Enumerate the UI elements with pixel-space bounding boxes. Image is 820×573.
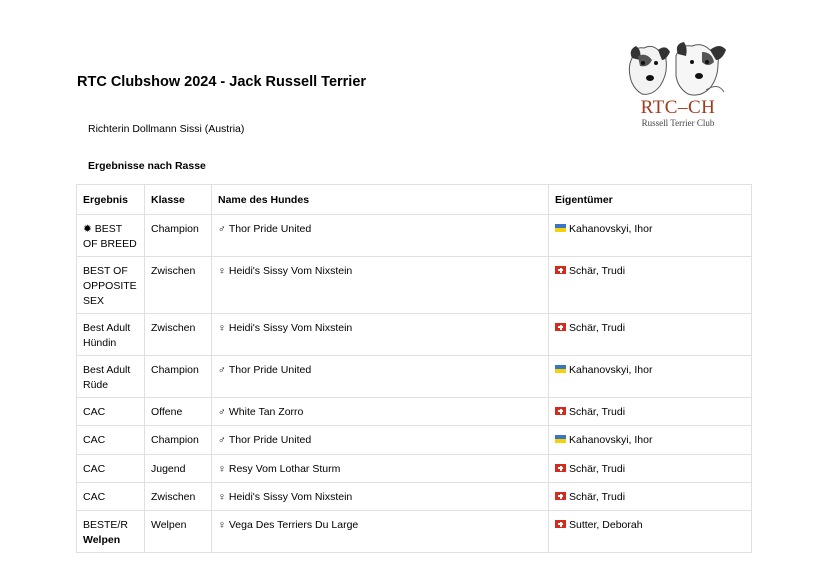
- column-header-owner: Eigentümer: [549, 185, 752, 215]
- table-row: [77, 426, 752, 455]
- owner-name: Schär, Trudi: [569, 491, 626, 503]
- dog-name: Resy Vom Lothar Sturm: [228, 463, 341, 475]
- owner-name: Schär, Trudi: [569, 406, 626, 418]
- table-header-row: [77, 185, 752, 215]
- table-row: [77, 314, 752, 356]
- table-row: [77, 455, 752, 483]
- column-header-dog-name: Name des Hundes: [212, 185, 549, 215]
- result-cell: CAC: [77, 455, 145, 483]
- dog-name: Thor Pride United: [228, 223, 312, 235]
- class-cell: Welpen: [145, 511, 212, 553]
- female-icon: ♀: [218, 322, 226, 334]
- swiss-flag-icon: [555, 492, 566, 500]
- owner-name: Kahanovskyi, Ihor: [569, 434, 653, 446]
- female-icon: ♀: [218, 519, 226, 531]
- owner-cell: [549, 356, 752, 398]
- class-cell: Zwischen: [145, 483, 212, 511]
- class-cell: Champion: [145, 215, 212, 257]
- terrier-dogs-icon: [622, 38, 734, 100]
- result-cell: CAC: [77, 426, 145, 455]
- male-icon: ♂: [218, 364, 226, 376]
- dog-cell: [212, 483, 549, 511]
- swiss-flag-icon: [555, 323, 566, 331]
- owner-cell: [549, 426, 752, 455]
- male-icon: ♂: [218, 223, 226, 235]
- owner-cell: [549, 483, 752, 511]
- owner-cell: [549, 257, 752, 314]
- female-icon: ♀: [218, 491, 226, 503]
- dog-cell: [212, 314, 549, 356]
- swiss-flag-icon: [555, 520, 566, 528]
- dog-cell: [212, 426, 549, 455]
- swiss-flag-icon: [555, 266, 566, 274]
- table-row: [77, 257, 752, 314]
- result-cell: CAC: [77, 398, 145, 426]
- class-cell: Jugend: [145, 455, 212, 483]
- ukraine-flag-icon: [555, 435, 566, 443]
- owner-name: Kahanovskyi, Ihor: [569, 223, 653, 235]
- judge-line: Richterin Dollmann Sissi (Austria): [88, 123, 245, 135]
- dog-name: Heidi's Sissy Vom Nixstein: [228, 491, 353, 503]
- table-row: [77, 215, 752, 257]
- ukraine-flag-icon: [555, 365, 566, 373]
- dog-cell: [212, 398, 549, 426]
- swiss-flag-icon: [555, 464, 566, 472]
- class-cell: Offene: [145, 398, 212, 426]
- owner-cell: [549, 455, 752, 483]
- dog-cell: [212, 356, 549, 398]
- result-cell: [77, 511, 145, 553]
- logo-subtitle: Russell Terrier Club: [641, 118, 715, 128]
- page-title: RTC Clubshow 2024 - Jack Russell Terrier: [77, 74, 367, 90]
- class-cell: Zwischen: [145, 257, 212, 314]
- owner-name: Schär, Trudi: [569, 265, 626, 277]
- column-header-result: Ergebnis: [77, 185, 145, 215]
- dog-name: Heidi's Sissy Vom Nixstein: [228, 322, 353, 334]
- dog-cell: [212, 257, 549, 314]
- owner-cell: [549, 314, 752, 356]
- result-text-bold: Welpen: [83, 534, 121, 546]
- dog-name: Heidi's Sissy Vom Nixstein: [228, 265, 353, 277]
- table-row: [77, 483, 752, 511]
- table-row: [77, 398, 752, 426]
- club-logo: [622, 38, 734, 134]
- dog-name: Thor Pride United: [228, 434, 312, 446]
- dog-cell: [212, 215, 549, 257]
- owner-cell: [549, 511, 752, 553]
- result-cell: Best Adult Hündin: [77, 314, 145, 356]
- class-cell: Champion: [145, 356, 212, 398]
- result-cell: ✹ BEST OF BREED: [77, 215, 145, 257]
- result-cell: BEST OF OPPOSITE SEX: [77, 257, 145, 314]
- logo-text: RTC–CH: [640, 97, 716, 118]
- result-cell: Best Adult Rüde: [77, 356, 145, 398]
- column-header-class: Klasse: [145, 185, 212, 215]
- result-cell: CAC: [77, 483, 145, 511]
- dog-cell: [212, 511, 549, 553]
- dog-name: White Tan Zorro: [228, 406, 304, 418]
- owner-name: Kahanovskyi, Ihor: [569, 364, 653, 376]
- owner-name: Schär, Trudi: [569, 322, 626, 334]
- owner-name: Sutter, Deborah: [569, 519, 643, 531]
- male-icon: ♂: [218, 406, 226, 418]
- section-heading: Ergebnisse nach Rasse: [88, 160, 206, 172]
- table-row: [77, 511, 752, 553]
- dog-name: Vega Des Terriers Du Large: [228, 519, 359, 531]
- dog-name: Thor Pride United: [228, 364, 312, 376]
- female-icon: ♀: [218, 265, 226, 277]
- swiss-flag-icon: [555, 407, 566, 415]
- table-row: [77, 356, 752, 398]
- results-table: [76, 184, 752, 553]
- result-text: BESTE/R: [83, 519, 128, 531]
- male-icon: ♂: [218, 434, 226, 446]
- owner-cell: [549, 398, 752, 426]
- female-icon: ♀: [218, 463, 226, 475]
- dog-cell: [212, 455, 549, 483]
- owner-name: Schär, Trudi: [569, 463, 626, 475]
- class-cell: Zwischen: [145, 314, 212, 356]
- owner-cell: [549, 215, 752, 257]
- class-cell: Champion: [145, 426, 212, 455]
- ukraine-flag-icon: [555, 224, 566, 232]
